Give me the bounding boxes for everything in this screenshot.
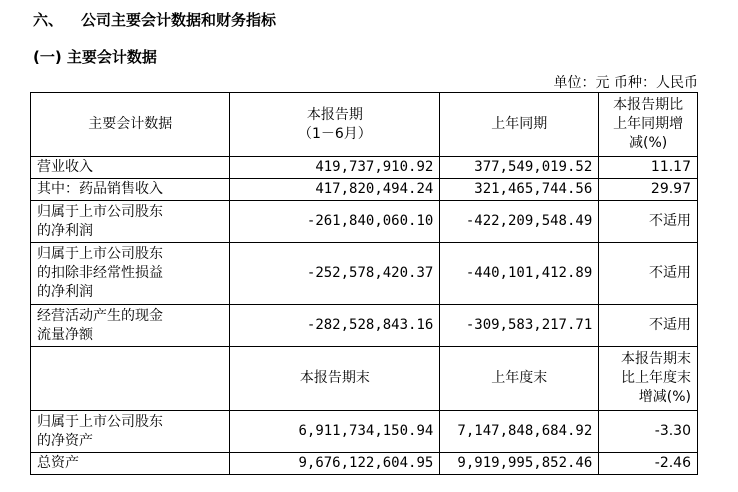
- section-title: 公司主要会计数据和财务指标: [81, 11, 277, 29]
- current-period-value: 6,911,734,150.94: [230, 411, 440, 453]
- table2-header-cell: 上年度末: [440, 347, 599, 411]
- table1-header-cell: 上年同期: [440, 93, 599, 157]
- unit-currency-note: 单位：元 币种：人民币: [553, 75, 698, 91]
- prior-period-value: 7,147,848,684.92: [440, 411, 599, 453]
- prior-period-value: -309,583,217.71: [440, 305, 599, 347]
- current-period-value: -252,578,420.37: [230, 243, 440, 305]
- current-period-value: 9,676,122,604.95: [230, 453, 440, 475]
- change-percent: 不适用: [599, 305, 698, 347]
- section-heading: [33, 9, 276, 30]
- table2-header-cell: 本报告期末 比上年度末 增减(%): [599, 347, 698, 411]
- table-row: [31, 453, 698, 475]
- change-percent: 不适用: [599, 201, 698, 243]
- accounting-data-table: [30, 92, 698, 475]
- table-row: [31, 201, 698, 243]
- change-percent: -2.46: [599, 453, 698, 475]
- current-period-value: 417,820,494.24: [230, 179, 440, 201]
- prior-period-value: -422,209,548.49: [440, 201, 599, 243]
- table-row: [31, 179, 698, 201]
- prior-period-value: 9,919,995,852.46: [440, 453, 599, 475]
- change-percent: -3.30: [599, 411, 698, 453]
- table-row: [31, 157, 698, 179]
- table1-header-cell: 本报告期比 上年同期增 减(%): [599, 93, 698, 157]
- section-number: 六、: [33, 11, 64, 29]
- sub-heading: (一) 主要会计数据: [33, 48, 157, 66]
- prior-period-value: 377,549,019.52: [440, 157, 599, 179]
- row-label: 其中：药品销售收入: [31, 179, 230, 201]
- row-label: 营业收入: [31, 157, 230, 179]
- current-period-value: -261,840,060.10: [230, 201, 440, 243]
- table2-header-cell: 本报告期末: [230, 347, 440, 411]
- table-row: [31, 411, 698, 453]
- row-label: 总资产: [31, 453, 230, 475]
- change-percent: 29.97: [599, 179, 698, 201]
- table-row: [31, 243, 698, 305]
- table1-header-cell: 主要会计数据: [31, 93, 230, 157]
- table-row: [31, 305, 698, 347]
- row-label: 归属于上市公司股东 的净利润: [31, 201, 230, 243]
- change-percent: 不适用: [599, 243, 698, 305]
- row-label: 经营活动产生的现金 流量净额: [31, 305, 230, 347]
- row-label: 归属于上市公司股东 的扣除非经常性损益 的净利润: [31, 243, 230, 305]
- prior-period-value: 321,465,744.56: [440, 179, 599, 201]
- table2-header-cell: [31, 347, 230, 411]
- table2-header-row: [31, 347, 698, 411]
- table1-header-row: [31, 93, 698, 157]
- row-label: 归属于上市公司股东 的净资产: [31, 411, 230, 453]
- current-period-value: -282,528,843.16: [230, 305, 440, 347]
- prior-period-value: -440,101,412.89: [440, 243, 599, 305]
- change-percent: 11.17: [599, 157, 698, 179]
- current-period-value: 419,737,910.92: [230, 157, 440, 179]
- table1-header-cell: 本报告期 （1－6月）: [230, 93, 440, 157]
